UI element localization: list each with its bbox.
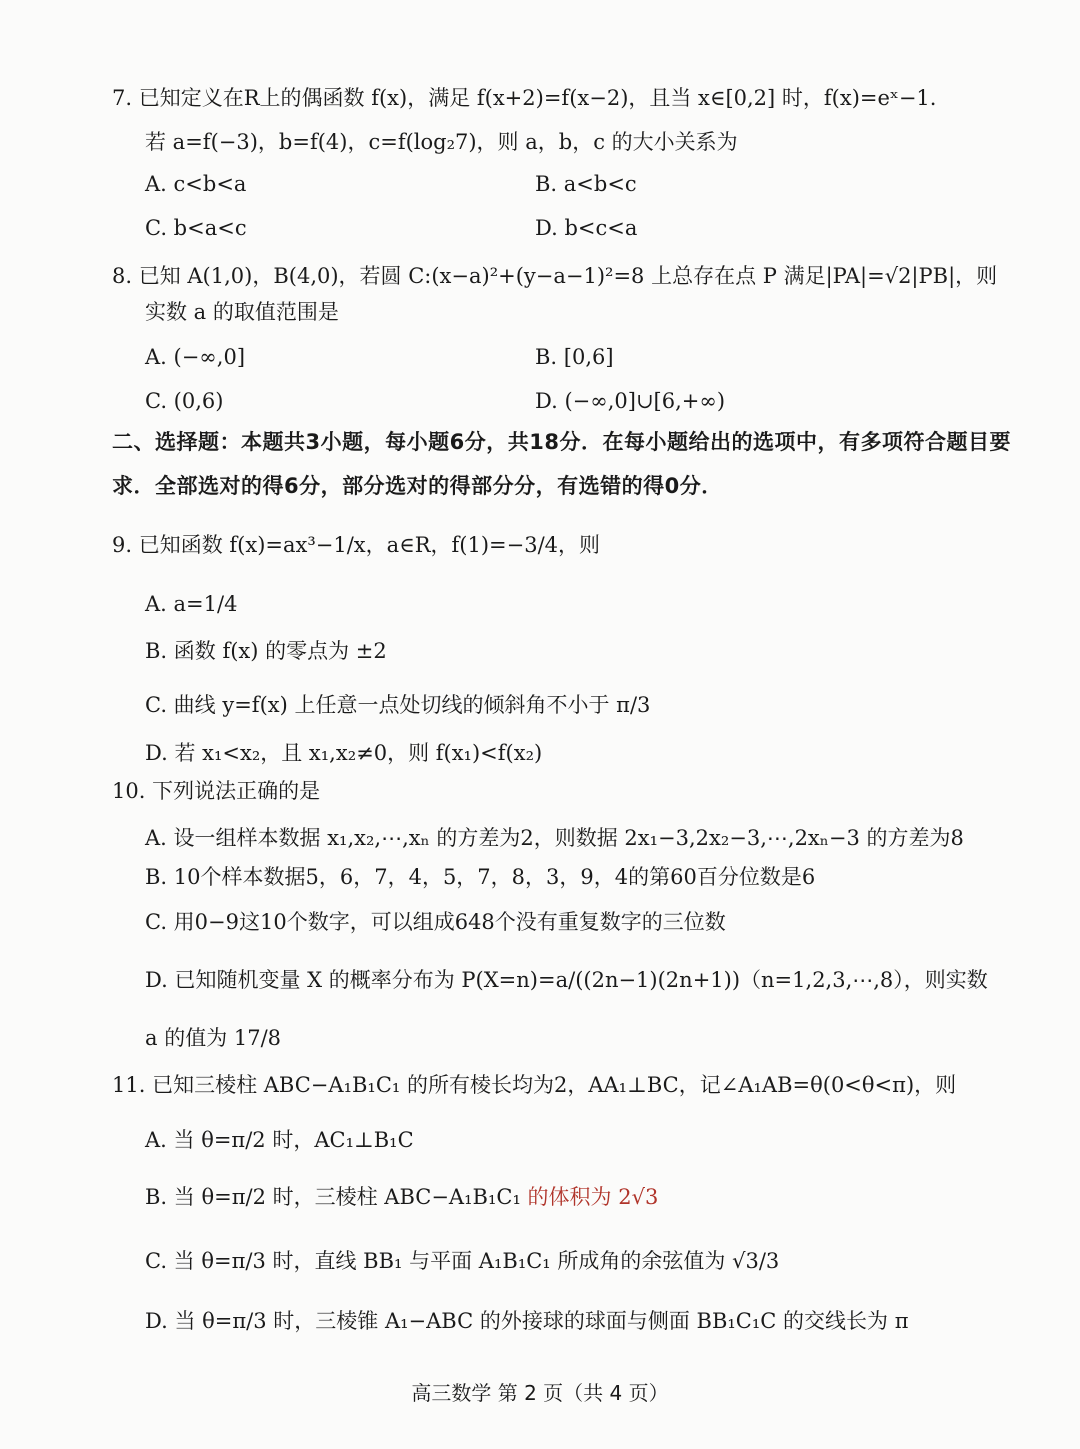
q11-option-b-red-text: 的体积为 2√3 xyxy=(520,1185,659,1209)
q7-option-c: C. b<a<c xyxy=(145,216,247,240)
q9-stem: 9. 已知函数 f(x)=ax³−1/x，a∈R，f(1)=−3/4，则 xyxy=(112,533,601,557)
q8-line1: 8. 已知 A(1,0)，B(4,0)，若圆 C:(x−a)²+(y−a−1)²=8 上总存在点 P 满足|PA|=√2|PB|，则 xyxy=(112,264,998,288)
q11-option-a: A. 当 θ=π/2 时，AC₁⊥B₁C xyxy=(145,1128,414,1152)
q7-option-d: D. b<c<a xyxy=(535,216,638,240)
q11-option-b-text: B. 当 θ=π/2 时，三棱柱 ABC−A₁B₁C₁ xyxy=(145,1185,521,1209)
q10-option-b: B. 10个样本数据5，6，7，4，5，7，8，3，9，4的第60百分位数是6 xyxy=(145,865,816,889)
q11-stem: 11. 已知三棱柱 ABC−A₁B₁C₁ 的所有棱长均为2，AA₁⊥BC，记∠A₁AB=θ(0<θ<π)，则 xyxy=(112,1073,957,1097)
section2-line1: 二、选择题：本题共3小题，每小题6分，共18分．在每小题给出的选项中，有多项符合题目要 xyxy=(112,430,1011,454)
q8-option-c: C. (0,6) xyxy=(145,389,224,413)
q7-option-a: A. c<b<a xyxy=(145,172,247,196)
q11-option-d: D. 当 θ=π/3 时，三棱锥 A₁−ABC 的外接球的球面与侧面 BB₁C₁C 的交线长为 π xyxy=(145,1309,909,1333)
q8-option-d: D. (−∞,0]∪[6,+∞) xyxy=(535,389,726,413)
q10-stem: 10. 下列说法正确的是 xyxy=(112,779,321,803)
q7-line2: 若 a=f(−3)，b=f(4)，c=f(log₂7)，则 a，b，c 的大小关系为 xyxy=(145,130,738,154)
q8-option-a: A. (−∞,0] xyxy=(145,345,246,369)
q10-option-a: A. 设一组样本数据 x₁,x₂,⋯,xₙ 的方差为2，则数据 2x₁−3,2x₂−3,⋯,2xₙ−3 的方差为8 xyxy=(145,826,964,850)
q9-option-d: D. 若 x₁<x₂，且 x₁,x₂≠0，则 f(x₁)<f(x₂) xyxy=(145,741,543,765)
q7-line1: 7. 已知定义在R上的偶函数 f(x)，满足 f(x+2)=f(x−2)，且当 x∈[0,2] 时，f(x)=eˣ−1. xyxy=(112,86,937,110)
q8-line2: 实数 a 的取值范围是 xyxy=(145,300,339,324)
q9-option-b: B. 函数 f(x) 的零点为 ±2 xyxy=(145,639,387,663)
q9-option-a: A. a=1/4 xyxy=(145,592,238,616)
q11-option-b xyxy=(145,1187,658,1208)
page-footer: 高三数学 第 2 页（共 4 页） xyxy=(411,1381,669,1405)
section2-line2: 求．全部选对的得6分，部分选对的得部分分，有选错的得0分． xyxy=(112,474,723,498)
q11-option-c: C. 当 θ=π/3 时，直线 BB₁ 与平面 A₁B₁C₁ 所成角的余弦值为 √3/3 xyxy=(145,1249,780,1273)
q8-option-b: B. [0,6] xyxy=(535,345,614,369)
q10-option-d-line2: a 的值为 17/8 xyxy=(145,1026,282,1050)
q10-option-d-line1: D. 已知随机变量 X 的概率分布为 P(X=n)=a/((2n−1)(2n+1))（n=1,2,3,⋯,8），则实数 xyxy=(145,968,988,992)
q10-option-c: C. 用0−9这10个数字，可以组成648个没有重复数字的三位数 xyxy=(145,910,726,934)
q9-option-c: C. 曲线 y=f(x) 上任意一点处切线的倾斜角不小于 π/3 xyxy=(145,693,651,717)
q7-option-b: B. a<b<c xyxy=(535,172,637,196)
